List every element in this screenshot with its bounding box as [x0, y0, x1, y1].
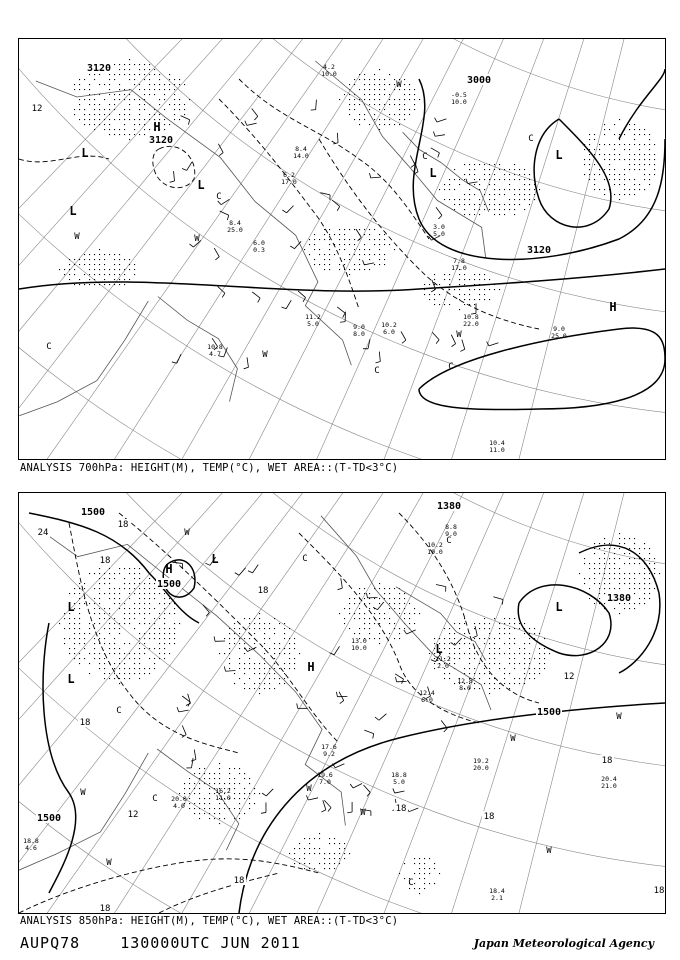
- cold-center-mark: C: [116, 706, 122, 716]
- high-pressure-center: H: [165, 562, 173, 576]
- station-observation: 20.0 4.0: [171, 795, 187, 811]
- height-contour-label: 3120: [526, 245, 552, 256]
- warm-center-mark: W: [360, 808, 366, 818]
- map-panel-700hpa: [18, 38, 666, 460]
- station-observation: 3.0 5.0: [433, 223, 445, 239]
- station-observation: 10.8 4.7: [207, 343, 223, 359]
- low-pressure-center: L: [555, 600, 563, 614]
- warm-center-mark: W: [396, 80, 402, 90]
- height-contour-label: 1500: [156, 579, 182, 590]
- station-observation: 7.8 17.0: [451, 257, 467, 273]
- height-contour-label: 1380: [436, 501, 462, 512]
- warm-center-mark: W: [262, 350, 268, 360]
- height-contour-label: 1380: [606, 593, 632, 604]
- station-observation: 10.8 22.0: [463, 313, 479, 329]
- station-observation: 20.4 21.0: [601, 775, 617, 791]
- station-observation: 8.4 14.0: [293, 145, 309, 161]
- warm-center-mark: W: [510, 734, 516, 744]
- warm-center-mark: W: [546, 846, 552, 856]
- cold-center-mark: C: [152, 794, 158, 804]
- cold-center-mark: C: [374, 366, 380, 376]
- temperature-contour-label: 18: [395, 804, 407, 814]
- station-observation: 8.4 25.0: [227, 219, 243, 235]
- temperature-contour-label: 12: [127, 810, 139, 820]
- chart-id: AUPQ78: [20, 934, 81, 952]
- station-observation: 12.4 6.0: [419, 689, 435, 705]
- temperature-contour-label: 12: [31, 104, 43, 114]
- low-pressure-center: L: [211, 552, 219, 566]
- caption-850hpa: ANALYSIS 850hPa: HEIGHT(M), TEMP(°C), WET AREA::(T-TD<3°C): [20, 915, 399, 927]
- cold-center-mark: C: [408, 878, 414, 888]
- station-observation: 19.2 20.0: [473, 757, 489, 773]
- warm-center-mark: W: [194, 234, 200, 244]
- low-pressure-center: L: [429, 166, 437, 180]
- warm-center-mark: W: [74, 232, 80, 242]
- warm-center-mark: W: [456, 330, 462, 340]
- station-observation: 11.2 2.0: [435, 655, 451, 671]
- station-observation: 18.8 5.0: [391, 771, 407, 787]
- height-contour-label: 1500: [80, 507, 106, 518]
- station-observation: 17.6 9.2: [321, 743, 337, 759]
- height-contour-label: 3000: [466, 75, 492, 86]
- station-observation: 13.0 10.0: [351, 637, 367, 653]
- low-pressure-center: L: [555, 148, 563, 162]
- height-contour-label: 1500: [36, 813, 62, 824]
- warm-center-mark: W: [106, 858, 112, 868]
- cold-center-mark: C: [302, 554, 308, 564]
- cold-center-mark: C: [528, 134, 534, 144]
- station-observation: 18.8 4.6: [23, 837, 39, 853]
- station-observation: 9.0 8.0: [353, 323, 365, 339]
- station-observation: 9.0 25.0: [551, 325, 567, 341]
- low-pressure-center: L: [81, 146, 89, 160]
- station-observation: 12.8 8.0: [457, 677, 473, 693]
- temperature-contour-label: 18: [79, 718, 91, 728]
- station-observation: 4.2 10.0: [321, 63, 337, 79]
- low-pressure-center: L: [67, 672, 75, 686]
- high-pressure-center: H: [307, 660, 315, 674]
- temperature-contour-label: 18: [99, 904, 111, 913]
- cold-center-mark: C: [216, 192, 222, 202]
- temperature-contour-label: 12: [563, 672, 575, 682]
- low-pressure-center: L: [69, 204, 77, 218]
- map-700hpa: [19, 39, 665, 459]
- temperature-contour-label: 18: [601, 756, 613, 766]
- temperature-contour-label: 18: [99, 556, 111, 566]
- station-observation: 19.6 7.0: [317, 771, 333, 787]
- warm-center-mark: W: [306, 784, 312, 794]
- footer: [20, 934, 301, 952]
- station-observation: 18.4 2.1: [489, 887, 505, 903]
- low-pressure-center: L: [67, 600, 75, 614]
- station-observation: 10.4 11.0: [489, 439, 505, 455]
- high-pressure-center: H: [153, 120, 161, 134]
- high-pressure-center: H: [609, 300, 617, 314]
- agency-name: Japan Meteorological Agency: [473, 937, 654, 950]
- height-contour-label: 3120: [86, 63, 112, 74]
- temperature-contour-label: 18: [483, 812, 495, 822]
- temperature-contour-label: 18: [653, 886, 665, 896]
- temperature-contour-label: 24: [37, 528, 49, 538]
- station-observation: 8.8 9.0: [445, 523, 457, 539]
- warm-center-mark: W: [80, 788, 86, 798]
- station-observation: 6.0 0.3: [253, 239, 265, 255]
- temperature-contour-label: 18: [233, 876, 245, 886]
- map-850hpa: [19, 493, 665, 913]
- caption-700hpa: ANALYSIS 700hPa: HEIGHT(M), TEMP(°C), WET AREA::(T-TD<3°C): [20, 462, 399, 474]
- cold-center-mark: C: [448, 362, 454, 372]
- cold-center-mark: C: [46, 342, 52, 352]
- valid-time: 130000UTC JUN 2011: [120, 934, 301, 952]
- warm-center-mark: W: [616, 712, 622, 722]
- station-observation: 10.2 6.0: [381, 321, 397, 337]
- low-pressure-center: L: [197, 178, 205, 192]
- low-pressure-center: L: [435, 642, 443, 656]
- station-observation: 16.2 11.0: [215, 787, 231, 803]
- station-observation: 10.2 10.0: [427, 541, 443, 557]
- station-observation: 11.2 5.0: [305, 313, 321, 329]
- warm-center-mark: W: [184, 528, 190, 538]
- station-observation: 6.2 17.0: [281, 171, 297, 187]
- temperature-contour-label: 18: [257, 586, 269, 596]
- cold-center-mark: C: [446, 536, 452, 546]
- map-panel-850hpa: [18, 492, 666, 914]
- height-contour-label: 3120: [148, 135, 174, 146]
- height-contour-label: 1500: [536, 707, 562, 718]
- station-observation: -0.5 10.0: [451, 91, 467, 107]
- cold-center-mark: C: [422, 152, 428, 162]
- temperature-contour-label: 18: [117, 520, 129, 530]
